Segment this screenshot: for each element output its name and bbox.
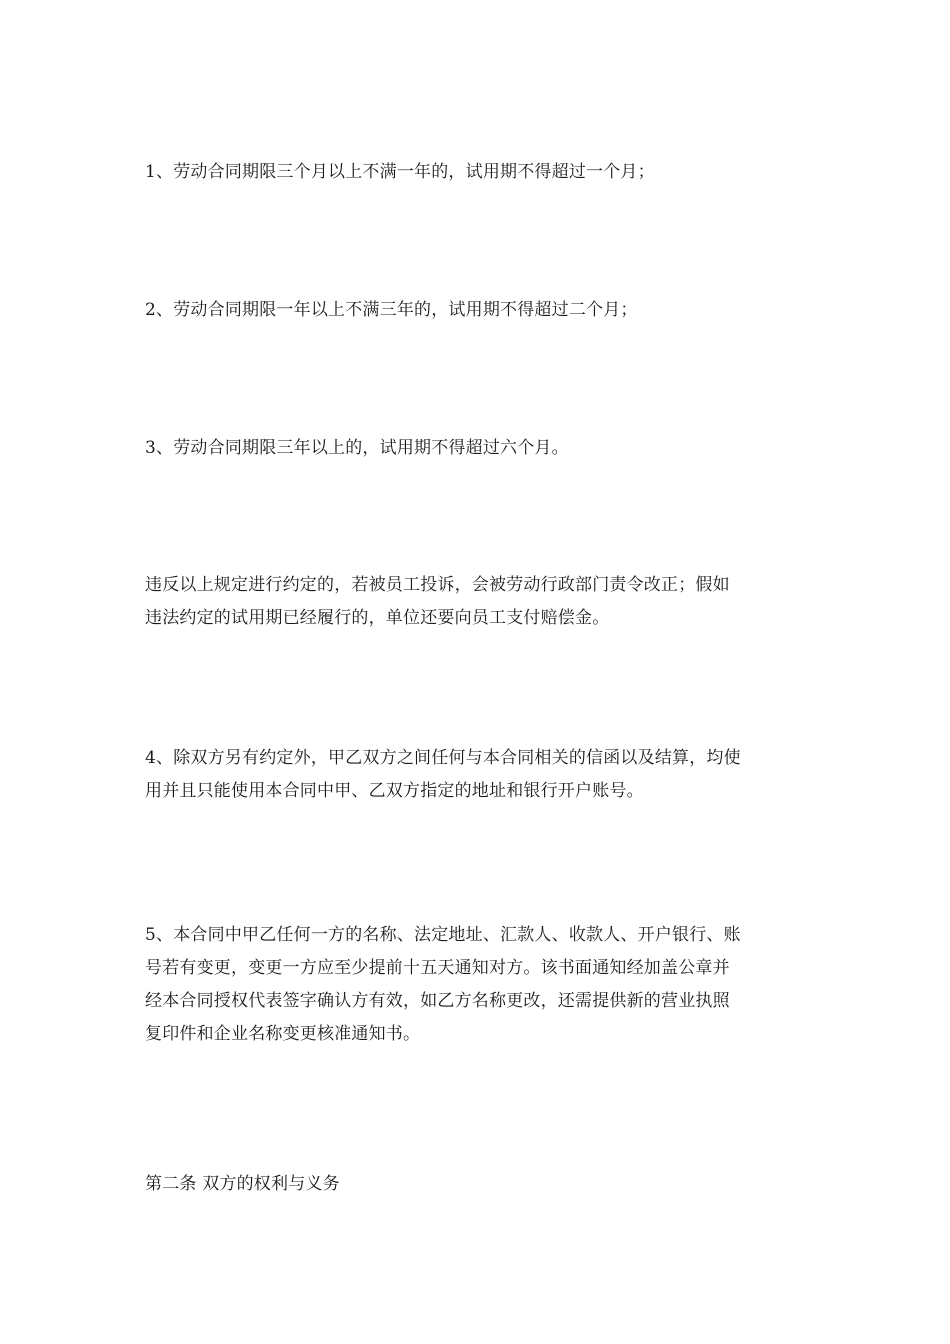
paragraph-line: 3、劳动合同期限三年以上的，试用期不得超过六个月。 <box>145 438 569 458</box>
paragraph-line: 4、除双方另有约定外，甲乙双方之间任何与本合同相关的信函以及结算，均使 <box>145 748 741 768</box>
clause-5-change-notice <box>145 919 810 1051</box>
paragraph-line: 违反以上规定进行约定的，若被员工投诉，会被劳动行政部门责令改正；假如 <box>145 575 730 595</box>
clause-probation-3-12-months <box>145 156 810 189</box>
paragraph-violation-note <box>145 569 810 635</box>
paragraph-line: 复印件和企业名称变更核准通知书。 <box>145 1024 421 1044</box>
paragraph-line: 违法约定的试用期已经履行的，单位还要向员工支付赔偿金。 <box>145 608 610 628</box>
clause-probation-1-3-years <box>145 294 810 327</box>
clause-4-correspondence <box>145 742 810 808</box>
paragraph-line: 号若有变更，变更一方应至少提前十五天通知对方。该书面通知经加盖公章并 <box>145 958 730 978</box>
paragraph-line: 2、劳动合同期限一年以上不满三年的，试用期不得超过二个月； <box>145 300 638 320</box>
section-heading-article-2 <box>145 1168 810 1201</box>
paragraph-line: 1、劳动合同期限三个月以上不满一年的，试用期不得超过一个月； <box>145 162 655 182</box>
clause-probation-over-3-years <box>145 432 810 465</box>
paragraph-line: 用并且只能使用本合同中甲、乙双方指定的地址和银行开户账号。 <box>145 781 644 801</box>
paragraph-line: 第二条 双方的权利与义务 <box>145 1174 340 1194</box>
paragraph-line: 5、本合同中甲乙任何一方的名称、法定地址、汇款人、收款人、开户银行、账 <box>145 925 741 945</box>
paragraph-line: 经本合同授权代表签字确认方有效，如乙方名称更改，还需提供新的营业执照 <box>145 991 730 1011</box>
